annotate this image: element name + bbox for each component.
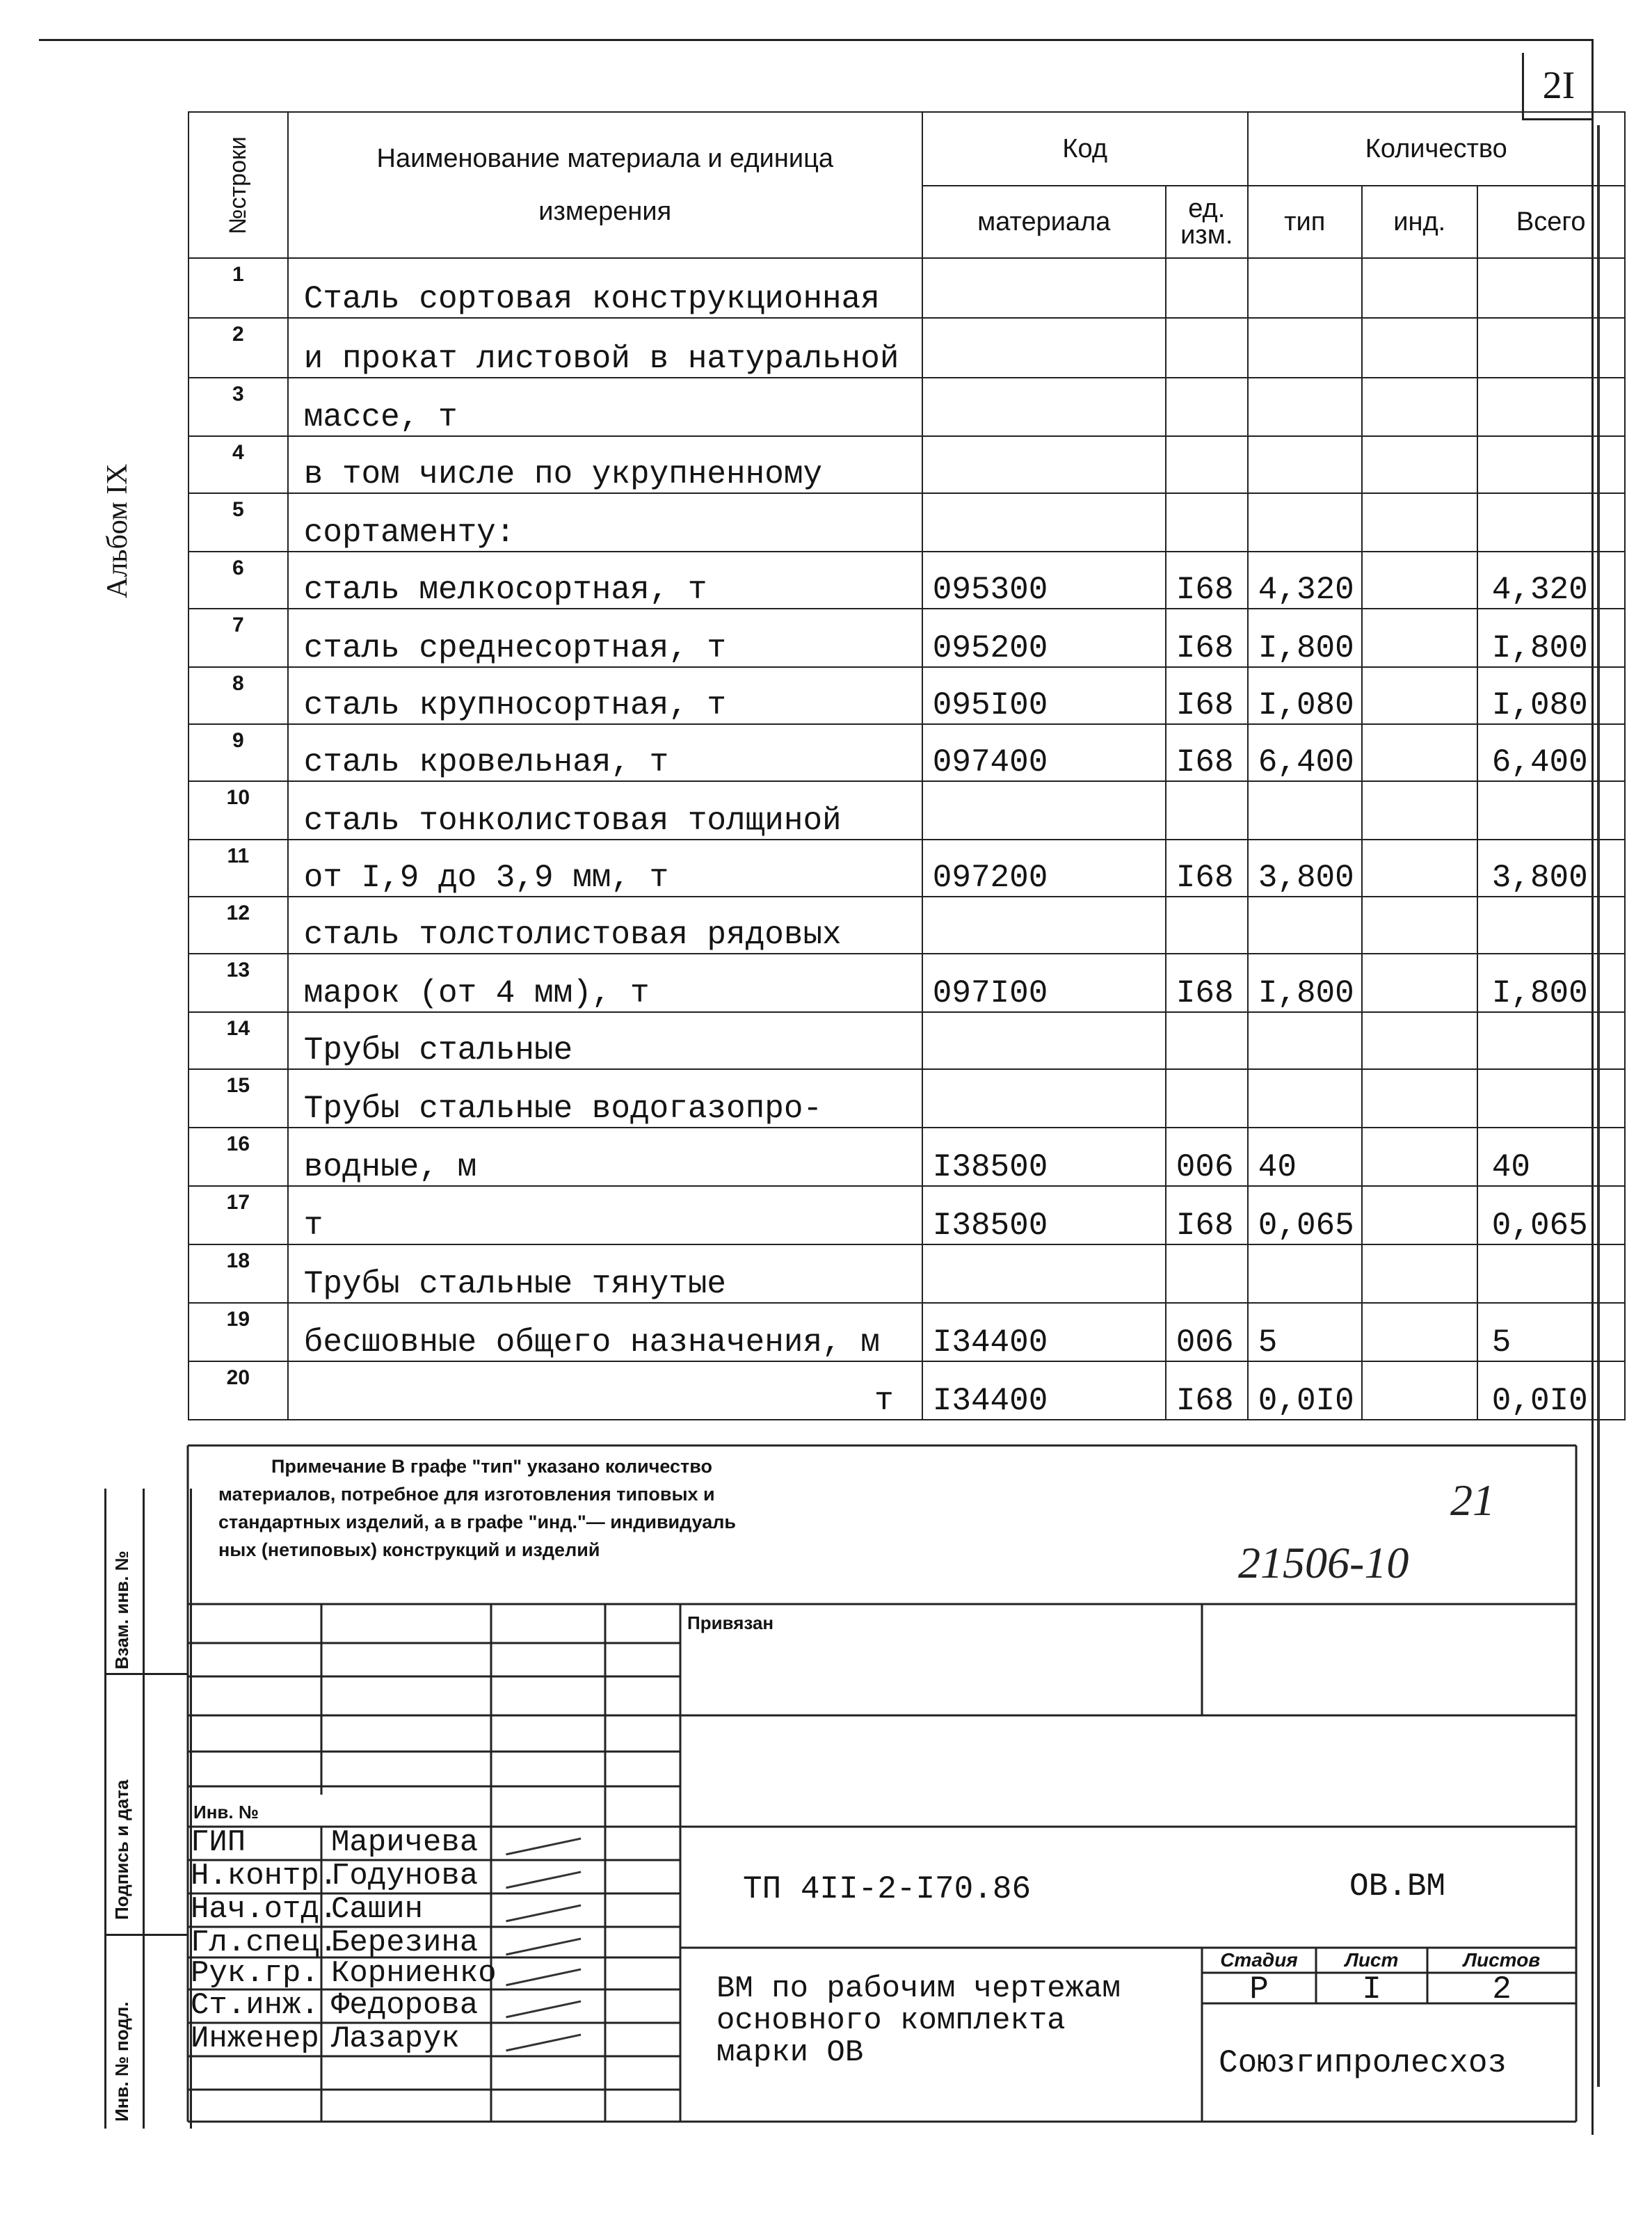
header-unit: ед. изм. <box>1166 186 1248 258</box>
unit-code: I68 <box>1166 1186 1248 1244</box>
quantity-total: 6,400 <box>1477 724 1625 781</box>
unit-code: 006 <box>1166 1128 1248 1186</box>
description-line: основного комплекта <box>716 2003 1066 2038</box>
header-row-no: №строки <box>189 112 288 258</box>
quantity-typ: 4,320 <box>1248 552 1362 609</box>
row-number: 20 <box>189 1361 288 1420</box>
staff-name: Лазарук <box>331 2021 460 2056</box>
material-name: сталь кровельная, т <box>288 724 922 781</box>
material-name: бесшовные общего назначения, м <box>288 1303 922 1361</box>
quantity-total: 5 <box>1477 1303 1625 1361</box>
material-code: 095300 <box>922 552 1166 609</box>
header-typ: тип <box>1248 186 1362 258</box>
unit-code: I68 <box>1166 954 1248 1012</box>
unit-code: I68 <box>1166 724 1248 781</box>
staff-name: Федорова <box>331 1988 479 2023</box>
row-number: 4 <box>189 436 288 493</box>
staff-name: Маричева <box>331 1825 479 1860</box>
row-number: 9 <box>189 724 288 781</box>
sheet-value: I <box>1362 1971 1381 2008</box>
quantity-typ: 0,065 <box>1248 1186 1362 1244</box>
document-description <box>716 1973 1121 2069</box>
vzam-inv-label: Взам. инв. № <box>111 1551 132 1669</box>
row-number: 6 <box>189 552 288 609</box>
header-total: Всего <box>1477 186 1625 258</box>
row-number: 12 <box>189 897 288 954</box>
staff-role: ГИП <box>191 1825 246 1860</box>
quantity-total: 40 <box>1477 1128 1625 1186</box>
row-number: 8 <box>189 667 288 724</box>
quantity-typ: 3,800 <box>1248 840 1362 897</box>
material-name: водные, м <box>288 1128 922 1186</box>
quantity-typ: 0,0I0 <box>1248 1361 1362 1420</box>
material-name: сталь крупносортная, т <box>288 667 922 724</box>
unit-code: 006 <box>1166 1303 1248 1361</box>
stage-label: Стадия <box>1220 1949 1298 1971</box>
unit-code: I68 <box>1166 609 1248 667</box>
quantity-typ: I,800 <box>1248 609 1362 667</box>
staff-role: Инженер <box>191 2021 319 2056</box>
material-name: т <box>288 1186 922 1244</box>
organization-name: Союзгипролесхоз <box>1219 2045 1507 2081</box>
quantity-total: 0,0I0 <box>1477 1361 1625 1420</box>
staff-role: Н.контр. <box>191 1859 338 1893</box>
material-name: сталь тонколистовая толщиной <box>288 781 922 840</box>
quantity-total: I,080 <box>1477 667 1625 724</box>
row-number: 3 <box>189 378 288 436</box>
staff-role: Рук.гр. <box>191 1956 319 1991</box>
staff-name: Березина <box>331 1925 479 1960</box>
material-name: Трубы стальные <box>288 1012 922 1069</box>
inv-no-label: Инв. № <box>193 1802 259 1823</box>
row-number: 10 <box>189 781 288 840</box>
description-line: марки ОВ <box>716 2035 864 2070</box>
staff-name: Сашин <box>331 1892 424 1927</box>
material-name: Трубы стальные тянутые <box>288 1244 922 1303</box>
header-quantity: Количество <box>1248 112 1625 186</box>
quantity-total: I,800 <box>1477 609 1625 667</box>
page-number: 2I <box>1522 53 1594 120</box>
material-name: т <box>288 1361 922 1420</box>
material-code: 095200 <box>922 609 1166 667</box>
material-name: сталь мелкосортная, т <box>288 552 922 609</box>
material-name: и прокат листовой в натуральной <box>288 318 922 378</box>
material-name: массе, т <box>288 378 922 436</box>
row-number: 18 <box>189 1244 288 1303</box>
material-name: в том числе по укрупненному <box>288 436 922 493</box>
row-number: 14 <box>189 1012 288 1069</box>
header-name: Наименование материала и единица измерения <box>288 112 922 258</box>
row-number: 11 <box>189 840 288 897</box>
row-number: 5 <box>189 493 288 552</box>
staff-role: Гл.спец. <box>191 1925 338 1960</box>
material-code: I38500 <box>922 1186 1166 1244</box>
header-ind: инд. <box>1362 186 1477 258</box>
staff-name: Корниенко <box>331 1956 497 1991</box>
quantity-typ: 40 <box>1248 1128 1362 1186</box>
sheets-label: Листов <box>1463 1949 1541 1971</box>
header-material: материала <box>922 186 1166 258</box>
material-code: 097400 <box>922 724 1166 781</box>
header-code: Код <box>922 112 1248 186</box>
material-name: сталь среднесортная, т <box>288 609 922 667</box>
unit-code: I68 <box>1166 840 1248 897</box>
material-name: от I,9 до 3,9 мм, т <box>288 840 922 897</box>
material-name: марок (от 4 мм), т <box>288 954 922 1012</box>
row-number: 1 <box>189 258 288 318</box>
handwritten-number: 21 <box>1450 1475 1495 1525</box>
material-name: Трубы стальные водогазопро- <box>288 1069 922 1128</box>
handwritten-archive-number: 21506-10 <box>1238 1538 1409 1587</box>
description-line: ВМ по рабочим чертежам <box>716 1971 1121 2006</box>
material-name: сортаменту: <box>288 493 922 552</box>
sheet-label: Лист <box>1345 1949 1399 1971</box>
material-code: 097200 <box>922 840 1166 897</box>
row-number: 7 <box>189 609 288 667</box>
note-line: стандартных изделий, а в графе "инд."— индивидуаль <box>218 1512 737 1532</box>
row-number: 19 <box>189 1303 288 1361</box>
row-number: 2 <box>189 318 288 378</box>
quantity-total: I,800 <box>1477 954 1625 1012</box>
unit-code: I68 <box>1166 1361 1248 1420</box>
material-code: I34400 <box>922 1361 1166 1420</box>
staff-name: Годунова <box>331 1859 479 1893</box>
podpis-label: Подпись и дата <box>111 1779 132 1920</box>
document-code: ТП 4II-2-I70.86 <box>743 1871 1032 1907</box>
material-name: сталь толстолистовая рядовых <box>288 897 922 954</box>
row-number: 16 <box>189 1128 288 1186</box>
inv-podl-label: Инв. № подл. <box>111 2001 132 2122</box>
quantity-total: 3,800 <box>1477 840 1625 897</box>
quantity-typ: 6,400 <box>1248 724 1362 781</box>
privyazan-label: Привязан <box>687 1612 774 1633</box>
material-code: 095I00 <box>922 667 1166 724</box>
album-label: Альбом IX <box>102 463 134 598</box>
quantity-total: 4,320 <box>1477 552 1625 609</box>
staff-role: Ст.инж. <box>191 1988 319 2023</box>
note-line: материалов, потребное для изготовления типовых и <box>218 1484 715 1505</box>
row-number: 13 <box>189 954 288 1012</box>
quantity-typ: 5 <box>1248 1303 1362 1361</box>
material-code: I38500 <box>922 1128 1166 1186</box>
unit-code: I68 <box>1166 552 1248 609</box>
quantity-typ: I,080 <box>1248 667 1362 724</box>
row-number: 15 <box>189 1069 288 1128</box>
row-number: 17 <box>189 1186 288 1244</box>
material-code: I34400 <box>922 1303 1166 1361</box>
staff-role: Нач.отд. <box>191 1892 338 1927</box>
document-mark: ОВ.ВМ <box>1349 1868 1446 1905</box>
note-line: ных (нетиповых) конструкций и изделий <box>218 1539 600 1560</box>
unit-code: I68 <box>1166 667 1248 724</box>
note-line: Примечание В графе "тип" указано количество <box>271 1456 712 1477</box>
quantity-total: 0,065 <box>1477 1186 1625 1244</box>
sheets-value: 2 <box>1492 1971 1511 2008</box>
stage-value: Р <box>1249 1971 1269 2008</box>
quantity-typ: I,800 <box>1248 954 1362 1012</box>
material-name: Сталь сортовая конструкционная <box>288 258 922 318</box>
material-code: 097I00 <box>922 954 1166 1012</box>
